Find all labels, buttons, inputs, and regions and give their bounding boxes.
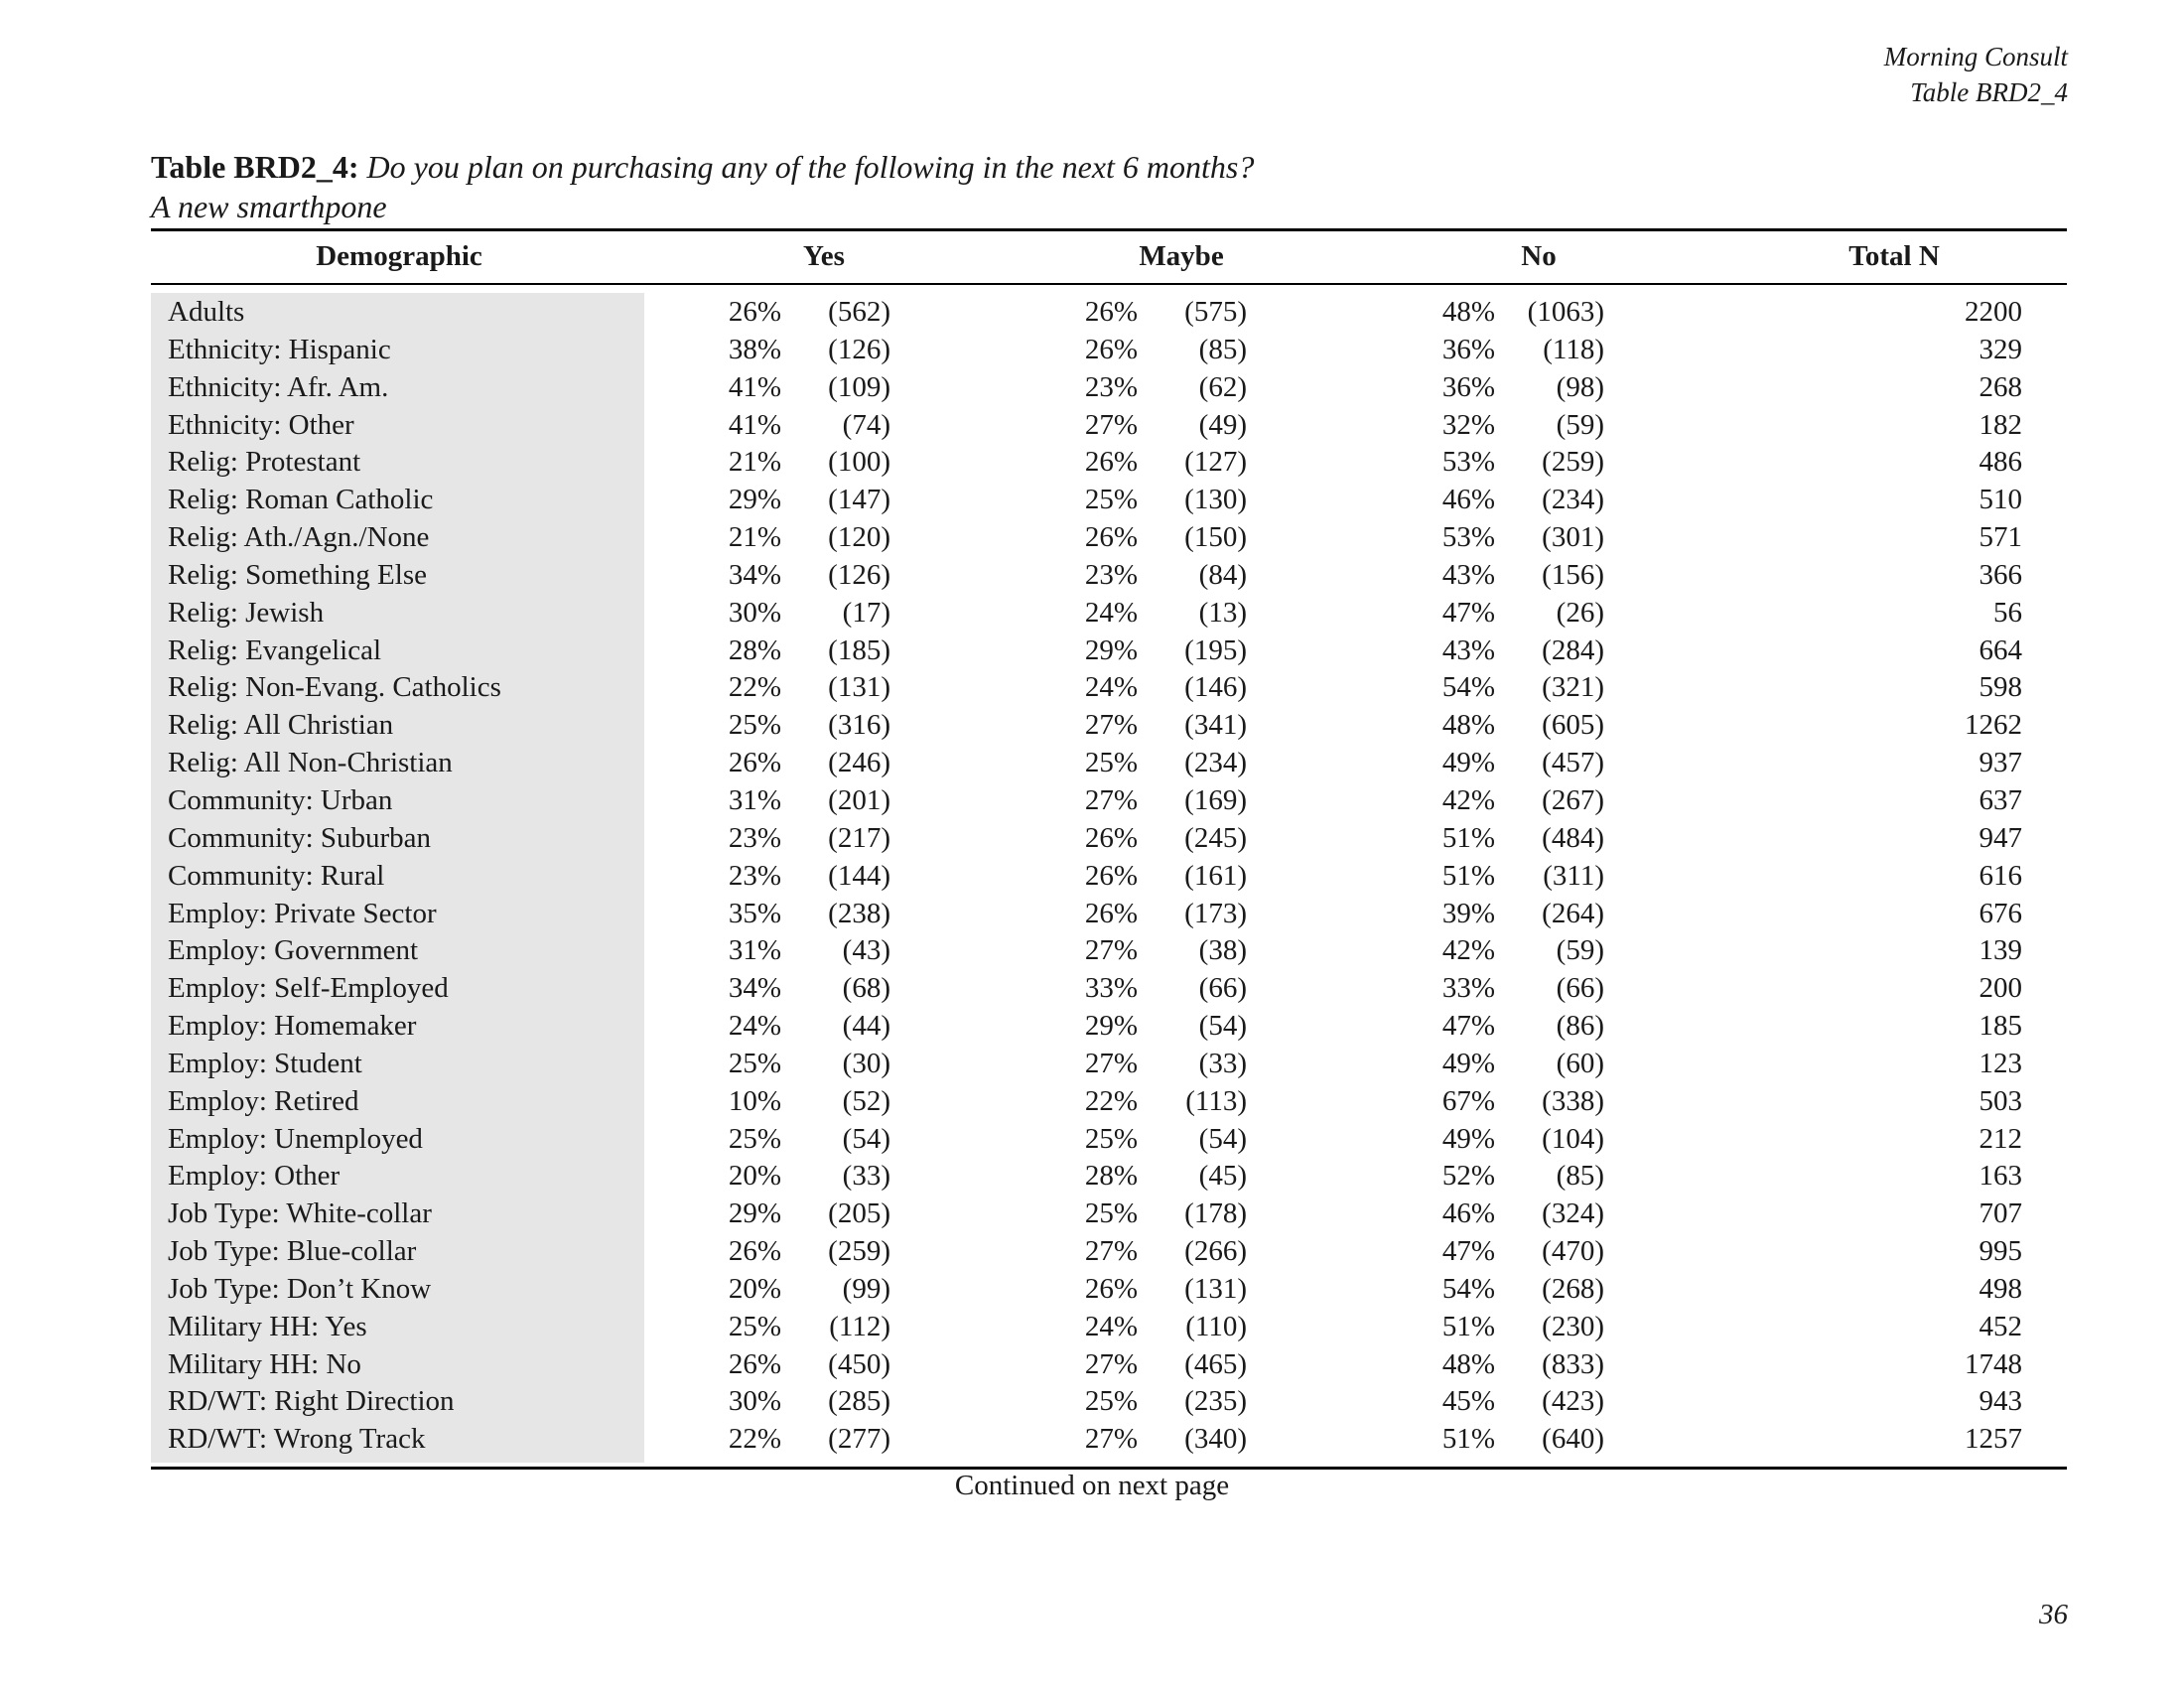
- table-row: [0, 481, 2184, 518]
- total-n: 707: [1979, 1197, 2022, 1230]
- yes-count: (126): [828, 558, 890, 591]
- no-percent: 53%: [1441, 521, 1495, 554]
- yes-count: (17): [842, 596, 890, 629]
- no-percent: 48%: [1441, 709, 1495, 742]
- total-n: 123: [1979, 1047, 2022, 1079]
- table-row: [0, 368, 2184, 406]
- yes-percent: 25%: [728, 709, 781, 742]
- no-percent: 47%: [1441, 1235, 1495, 1268]
- total-n: 943: [1979, 1385, 2022, 1418]
- row-label: Employ: Private Sector: [168, 897, 437, 929]
- continued-note: Continued on next page: [954, 1470, 1230, 1501]
- no-percent: 45%: [1441, 1385, 1495, 1418]
- total-n: 637: [1979, 783, 2022, 816]
- no-percent: 42%: [1441, 783, 1495, 816]
- no-count: (118): [1543, 333, 1604, 365]
- no-percent: 53%: [1441, 446, 1495, 479]
- yes-percent: 10%: [728, 1084, 781, 1117]
- maybe-percent: 33%: [1084, 972, 1138, 1005]
- table-row: [0, 406, 2184, 444]
- maybe-count: (465): [1184, 1347, 1247, 1380]
- table-row: [0, 1420, 2184, 1458]
- no-count: (259): [1542, 446, 1604, 479]
- maybe-percent: 26%: [1084, 296, 1138, 328]
- row-label: Employ: Student: [168, 1047, 362, 1079]
- row-label: Employ: Self-Employed: [168, 972, 449, 1005]
- no-count: (284): [1542, 633, 1604, 666]
- no-count: (230): [1542, 1310, 1604, 1342]
- yes-count: (201): [828, 783, 890, 816]
- maybe-count: (178): [1184, 1197, 1247, 1230]
- no-count: (833): [1542, 1347, 1604, 1380]
- no-count: (1063): [1527, 296, 1604, 328]
- no-percent: 46%: [1441, 484, 1495, 516]
- yes-percent: 29%: [728, 484, 781, 516]
- maybe-percent: 27%: [1084, 1423, 1138, 1456]
- table-row: [0, 556, 2184, 594]
- yes-count: (285): [828, 1385, 890, 1418]
- no-count: (26): [1556, 596, 1604, 629]
- no-count: (59): [1556, 408, 1604, 441]
- yes-percent: 34%: [728, 972, 781, 1005]
- total-n: 1257: [1965, 1423, 2022, 1456]
- yes-percent: 34%: [728, 558, 781, 591]
- yes-count: (147): [828, 484, 890, 516]
- table-row: [0, 1082, 2184, 1120]
- yes-percent: 25%: [728, 1122, 781, 1155]
- table-row: [0, 969, 2184, 1007]
- total-n: 571: [1979, 521, 2022, 554]
- maybe-count: (150): [1184, 521, 1247, 554]
- row-label: Job Type: White-collar: [168, 1197, 432, 1230]
- maybe-count: (173): [1184, 897, 1247, 929]
- maybe-count: (341): [1184, 709, 1247, 742]
- maybe-percent: 24%: [1084, 671, 1138, 704]
- maybe-percent: 23%: [1084, 370, 1138, 403]
- maybe-percent: 26%: [1084, 333, 1138, 365]
- no-count: (470): [1542, 1235, 1604, 1268]
- table-header-rule: [151, 283, 2067, 285]
- yes-percent: 21%: [728, 521, 781, 554]
- total-n: 452: [1979, 1310, 2022, 1342]
- row-label: Ethnicity: Other: [168, 408, 354, 441]
- total-n: 676: [1979, 897, 2022, 929]
- no-percent: 51%: [1441, 821, 1495, 854]
- yes-count: (112): [829, 1310, 890, 1342]
- yes-percent: 20%: [728, 1160, 781, 1193]
- yes-percent: 28%: [728, 633, 781, 666]
- yes-count: (185): [828, 633, 890, 666]
- maybe-count: (66): [1198, 972, 1247, 1005]
- total-n: 2200: [1965, 296, 2022, 328]
- yes-percent: 41%: [728, 370, 781, 403]
- row-label: Relig: Jewish: [168, 596, 325, 629]
- maybe-percent: 27%: [1084, 709, 1138, 742]
- table-row: [0, 819, 2184, 857]
- row-label: RD/WT: Wrong Track: [168, 1423, 426, 1456]
- yes-percent: 26%: [728, 1235, 781, 1268]
- yes-count: (450): [828, 1347, 890, 1380]
- row-label: RD/WT: Right Direction: [168, 1385, 455, 1418]
- row-label: Relig: Something Else: [168, 558, 427, 591]
- yes-percent: 30%: [728, 596, 781, 629]
- no-count: (85): [1556, 1160, 1604, 1193]
- column-header-maybe: Maybe: [1139, 240, 1224, 272]
- no-percent: 54%: [1441, 671, 1495, 704]
- yes-percent: 24%: [728, 1010, 781, 1043]
- maybe-percent: 22%: [1084, 1084, 1138, 1117]
- no-count: (324): [1542, 1197, 1604, 1230]
- maybe-percent: 25%: [1084, 1385, 1138, 1418]
- maybe-percent: 26%: [1084, 446, 1138, 479]
- maybe-percent: 29%: [1084, 1010, 1138, 1043]
- no-count: (234): [1542, 484, 1604, 516]
- no-percent: 47%: [1441, 1010, 1495, 1043]
- total-n: 616: [1979, 859, 2022, 892]
- table-row: [0, 331, 2184, 368]
- maybe-count: (54): [1198, 1010, 1247, 1043]
- maybe-count: (110): [1185, 1310, 1247, 1342]
- table-row: [0, 781, 2184, 819]
- maybe-percent: 25%: [1084, 1197, 1138, 1230]
- table-row: [0, 857, 2184, 895]
- total-n: 947: [1979, 821, 2022, 854]
- maybe-count: (130): [1184, 484, 1247, 516]
- maybe-count: (169): [1184, 783, 1247, 816]
- maybe-count: (62): [1198, 370, 1247, 403]
- yes-percent: 20%: [728, 1272, 781, 1305]
- row-label: Ethnicity: Hispanic: [168, 333, 391, 365]
- table-row: [0, 518, 2184, 556]
- table-row: [0, 931, 2184, 969]
- total-n: 486: [1979, 446, 2022, 479]
- yes-count: (238): [828, 897, 890, 929]
- total-n: 139: [1979, 934, 2022, 967]
- maybe-count: (127): [1184, 446, 1247, 479]
- yes-percent: 23%: [728, 821, 781, 854]
- yes-count: (30): [842, 1047, 890, 1079]
- row-label: Ethnicity: Afr. Am.: [168, 370, 389, 403]
- no-percent: 32%: [1441, 408, 1495, 441]
- table-row: [0, 293, 2184, 331]
- total-n: 1262: [1965, 709, 2022, 742]
- row-label: Military HH: Yes: [168, 1310, 367, 1342]
- row-label: Relig: Non-Evang. Catholics: [168, 671, 501, 704]
- table-row: [0, 1157, 2184, 1195]
- maybe-count: (13): [1198, 596, 1247, 629]
- no-count: (60): [1556, 1047, 1604, 1079]
- header-org: Morning Consult: [1883, 42, 2068, 71]
- table-subtitle: A new smarthpone: [151, 189, 387, 224]
- row-label: Relig: Evangelical: [168, 633, 382, 666]
- no-percent: 51%: [1441, 1310, 1495, 1342]
- maybe-percent: 26%: [1084, 1272, 1138, 1305]
- yes-percent: 26%: [728, 747, 781, 779]
- no-count: (301): [1542, 521, 1604, 554]
- total-n: 510: [1979, 484, 2022, 516]
- maybe-percent: 29%: [1084, 633, 1138, 666]
- row-label: Relig: Ath./Agn./None: [168, 521, 430, 554]
- no-percent: 33%: [1441, 972, 1495, 1005]
- yes-percent: 25%: [728, 1047, 781, 1079]
- row-label: Relig: Roman Catholic: [168, 484, 434, 516]
- table-row: [0, 1308, 2184, 1345]
- yes-count: (217): [828, 821, 890, 854]
- row-label: Employ: Homemaker: [168, 1010, 417, 1043]
- row-label: Employ: Other: [168, 1160, 341, 1193]
- total-n: 200: [1979, 972, 2022, 1005]
- maybe-count: (85): [1198, 333, 1247, 365]
- row-label: Adults: [168, 296, 245, 328]
- total-n: 268: [1979, 370, 2022, 403]
- no-count: (457): [1542, 747, 1604, 779]
- total-n: 329: [1979, 333, 2022, 365]
- no-count: (66): [1556, 972, 1604, 1005]
- maybe-count: (161): [1184, 859, 1247, 892]
- yes-count: (109): [828, 370, 890, 403]
- table-row: [0, 443, 2184, 481]
- table-row: [0, 1382, 2184, 1420]
- yes-count: (68): [842, 972, 890, 1005]
- row-label: Community: Rural: [168, 859, 385, 892]
- table-row: [0, 744, 2184, 781]
- no-percent: 36%: [1441, 370, 1495, 403]
- maybe-percent: 27%: [1084, 1235, 1138, 1268]
- table-row: [0, 1007, 2184, 1045]
- table-row: [0, 1345, 2184, 1383]
- page-number: 36: [2039, 1599, 2068, 1630]
- maybe-count: (340): [1184, 1423, 1247, 1456]
- table-title: [151, 147, 1254, 226]
- no-percent: 43%: [1441, 633, 1495, 666]
- maybe-count: (49): [1198, 408, 1247, 441]
- row-label: Military HH: No: [168, 1347, 361, 1380]
- yes-percent: 25%: [728, 1310, 781, 1342]
- no-count: (321): [1542, 671, 1604, 704]
- no-percent: 49%: [1441, 1122, 1495, 1155]
- table-row: [0, 1195, 2184, 1232]
- maybe-percent: 25%: [1084, 1122, 1138, 1155]
- column-header-yes: Yes: [803, 240, 845, 272]
- table-row: [0, 1270, 2184, 1308]
- yes-percent: 41%: [728, 408, 781, 441]
- table-question: Do you plan on purchasing any of the following in the next 6 months?: [366, 149, 1255, 185]
- no-count: (338): [1542, 1084, 1604, 1117]
- total-n: 163: [1979, 1160, 2022, 1193]
- maybe-percent: 24%: [1084, 1310, 1138, 1342]
- total-n: 503: [1979, 1084, 2022, 1117]
- maybe-percent: 27%: [1084, 934, 1138, 967]
- yes-percent: 21%: [728, 446, 781, 479]
- yes-count: (205): [828, 1197, 890, 1230]
- no-count: (640): [1542, 1423, 1604, 1456]
- yes-count: (52): [842, 1084, 890, 1117]
- no-percent: 54%: [1441, 1272, 1495, 1305]
- yes-count: (316): [828, 709, 890, 742]
- maybe-count: (45): [1198, 1160, 1247, 1193]
- no-count: (86): [1556, 1010, 1604, 1043]
- total-n: 185: [1979, 1010, 2022, 1043]
- table-row: [0, 668, 2184, 706]
- maybe-count: (266): [1184, 1235, 1247, 1268]
- no-count: (156): [1542, 558, 1604, 591]
- yes-count: (54): [842, 1122, 890, 1155]
- table-title-label: Table BRD2_4:: [151, 149, 359, 185]
- yes-count: (259): [828, 1235, 890, 1268]
- maybe-percent: 27%: [1084, 408, 1138, 441]
- yes-count: (144): [828, 859, 890, 892]
- maybe-percent: 27%: [1084, 783, 1138, 816]
- no-count: (268): [1542, 1272, 1604, 1305]
- yes-percent: 22%: [728, 1423, 781, 1456]
- yes-percent: 23%: [728, 859, 781, 892]
- row-label: Job Type: Don’t Know: [168, 1272, 432, 1305]
- table-row: [0, 895, 2184, 932]
- yes-count: (33): [842, 1160, 890, 1193]
- yes-count: (44): [842, 1010, 890, 1043]
- table-row: [0, 632, 2184, 669]
- row-label: Relig: All Non-Christian: [168, 747, 453, 779]
- yes-percent: 31%: [728, 783, 781, 816]
- no-percent: 49%: [1441, 747, 1495, 779]
- no-percent: 51%: [1441, 1423, 1495, 1456]
- maybe-percent: 26%: [1084, 521, 1138, 554]
- maybe-count: (54): [1198, 1122, 1247, 1155]
- no-count: (267): [1542, 783, 1604, 816]
- no-count: (605): [1542, 709, 1604, 742]
- total-n: 212: [1979, 1122, 2022, 1155]
- yes-percent: 26%: [728, 1347, 781, 1380]
- yes-count: (100): [828, 446, 890, 479]
- header-table-id: Table BRD2_4: [1910, 77, 2068, 107]
- no-percent: 42%: [1441, 934, 1495, 967]
- maybe-count: (575): [1184, 296, 1247, 328]
- no-percent: 39%: [1441, 897, 1495, 929]
- maybe-percent: 27%: [1084, 1347, 1138, 1380]
- no-percent: 52%: [1441, 1160, 1495, 1193]
- maybe-percent: 27%: [1084, 1047, 1138, 1079]
- total-n: 498: [1979, 1272, 2022, 1305]
- maybe-count: (84): [1198, 558, 1247, 591]
- maybe-count: (33): [1198, 1047, 1247, 1079]
- maybe-count: (38): [1198, 934, 1247, 967]
- no-percent: 49%: [1441, 1047, 1495, 1079]
- maybe-count: (131): [1184, 1272, 1247, 1305]
- no-count: (98): [1556, 370, 1604, 403]
- table-top-rule: [151, 228, 2067, 231]
- no-count: (59): [1556, 934, 1604, 967]
- maybe-percent: 24%: [1084, 596, 1138, 629]
- table-row: [0, 706, 2184, 744]
- yes-percent: 31%: [728, 934, 781, 967]
- row-label: Job Type: Blue-collar: [168, 1235, 417, 1268]
- table-row: [0, 1045, 2184, 1082]
- no-percent: 43%: [1441, 558, 1495, 591]
- no-percent: 67%: [1441, 1084, 1495, 1117]
- row-label: Employ: Government: [168, 934, 419, 967]
- no-percent: 46%: [1441, 1197, 1495, 1230]
- yes-count: (562): [828, 296, 890, 328]
- row-label: Community: Suburban: [168, 821, 432, 854]
- yes-count: (126): [828, 333, 890, 365]
- no-percent: 47%: [1441, 596, 1495, 629]
- maybe-percent: 25%: [1084, 747, 1138, 779]
- yes-count: (74): [842, 408, 890, 441]
- yes-percent: 35%: [728, 897, 781, 929]
- row-label: Relig: Protestant: [168, 446, 361, 479]
- column-header-no: No: [1521, 240, 1557, 272]
- table-row: [0, 594, 2184, 632]
- total-n: 598: [1979, 671, 2022, 704]
- maybe-percent: 26%: [1084, 859, 1138, 892]
- yes-percent: 26%: [728, 296, 781, 328]
- table-body: [0, 293, 2184, 1458]
- total-n: 182: [1979, 408, 2022, 441]
- table-row: [0, 1232, 2184, 1270]
- no-percent: 48%: [1441, 1347, 1495, 1380]
- yes-count: (131): [828, 671, 890, 704]
- yes-count: (277): [828, 1423, 890, 1456]
- table-row: [0, 1120, 2184, 1158]
- no-count: (264): [1542, 897, 1604, 929]
- total-n: 664: [1979, 633, 2022, 666]
- yes-percent: 38%: [728, 333, 781, 365]
- yes-count: (246): [828, 747, 890, 779]
- maybe-percent: 23%: [1084, 558, 1138, 591]
- no-count: (484): [1542, 821, 1604, 854]
- no-percent: 51%: [1441, 859, 1495, 892]
- yes-percent: 22%: [728, 671, 781, 704]
- maybe-count: (234): [1184, 747, 1247, 779]
- total-n: 366: [1979, 558, 2022, 591]
- column-header-total: Total N: [1848, 240, 1940, 272]
- column-header-demographic: Demographic: [316, 240, 482, 272]
- maybe-percent: 28%: [1084, 1160, 1138, 1193]
- no-percent: 48%: [1441, 296, 1495, 328]
- total-n: 995: [1979, 1235, 2022, 1268]
- maybe-count: (195): [1184, 633, 1247, 666]
- total-n: 1748: [1965, 1347, 2022, 1380]
- yes-percent: 29%: [728, 1197, 781, 1230]
- total-n: 937: [1979, 747, 2022, 779]
- total-n: 56: [1993, 596, 2022, 629]
- yes-percent: 30%: [728, 1385, 781, 1418]
- yes-count: (120): [828, 521, 890, 554]
- maybe-count: (235): [1184, 1385, 1247, 1418]
- yes-count: (43): [842, 934, 890, 967]
- no-count: (423): [1542, 1385, 1604, 1418]
- yes-count: (99): [842, 1272, 890, 1305]
- maybe-count: (113): [1185, 1084, 1247, 1117]
- maybe-percent: 25%: [1084, 484, 1138, 516]
- row-label: Employ: Unemployed: [168, 1122, 423, 1155]
- row-label: Relig: All Christian: [168, 709, 394, 742]
- no-percent: 36%: [1441, 333, 1495, 365]
- no-count: (311): [1543, 859, 1604, 892]
- row-label: Community: Urban: [168, 783, 393, 816]
- maybe-percent: 26%: [1084, 897, 1138, 929]
- maybe-count: (245): [1184, 821, 1247, 854]
- no-count: (104): [1542, 1122, 1604, 1155]
- row-label: Employ: Retired: [168, 1084, 359, 1117]
- maybe-count: (146): [1184, 671, 1247, 704]
- maybe-percent: 26%: [1084, 821, 1138, 854]
